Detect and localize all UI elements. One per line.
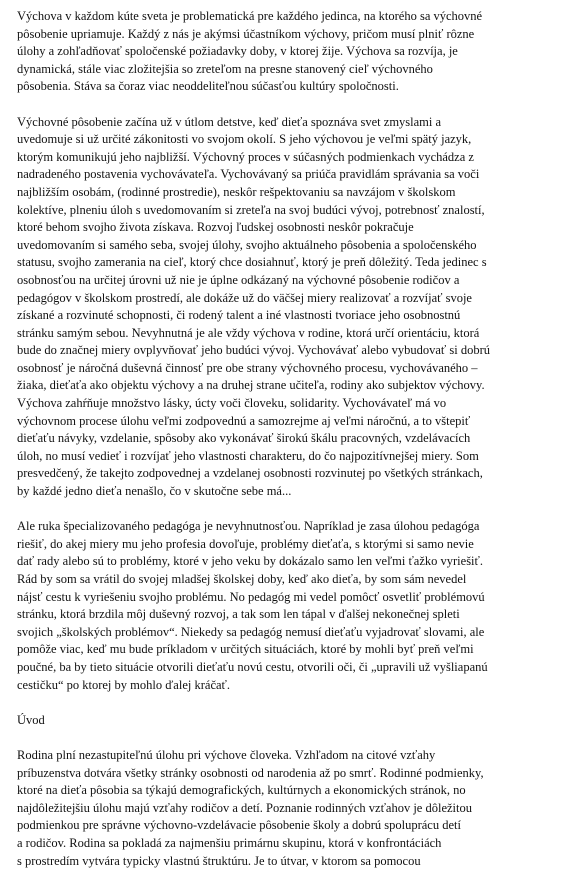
text-line: stránku, ktorá brzdila môj duševný rozvoj, a tak som len tápal v ďalšej nekonečnej spleti	[17, 606, 567, 624]
paragraph-gap	[17, 501, 567, 519]
text-line: dynamická, stále viac zložitejšia so zreteľom na presne stanovený cieľ výchovného	[17, 61, 567, 79]
text-line: a rodičov. Rodina sa pokladá za najmenšiu primárnu skupinu, ktorá v konfrontáciách	[17, 835, 567, 853]
text-line: pomôže viac, keď mu bude príkladom v určitých situáciách, ktoré by mohli byť preň veľmi	[17, 641, 567, 659]
text-line: osobnosť je náročná duševná činnosť pre obe strany výchovného procesu, vychovávaného –	[17, 360, 567, 378]
paragraph-3	[17, 518, 567, 694]
text-line: kolektíve, plneniu úloh s uvedomovaním si zreteľa na svoj budúci vývoj, potrebnosť znalostí,	[17, 202, 567, 220]
text-line: nadradeného postavenia vychovávateľa. Vychovávaný sa priúča pravidlám správania sa voči	[17, 166, 567, 184]
text-line: ktoré behom svojho života získava. Rozvoj ľudskej osobnosti neskôr pokračuje	[17, 219, 567, 237]
text-line: uvedomovaním si samého seba, svojej úlohy, svojho aktuálneho pôsobenia a spoločenského	[17, 237, 567, 255]
text-line: osobnosťou na určitej úrovni už nie je úplne odkázaný na výchovné pôsobenie rodičov a	[17, 272, 567, 290]
text-line: dať rady alebo sú to problémy, ktoré v jeho veku by dokázalo samo len veľmi ťažko vyriešiť.	[17, 553, 567, 571]
text-line: presvedčený, že takejto zodpovednej a vzdelanej osobnosti rozvinutej po všetkých stránkach,	[17, 465, 567, 483]
text-line: Rád by som sa vrátil do svojej mladšej školskej doby, keď ako dieťa, by som sám nevedel	[17, 571, 567, 589]
text-line: Výchovné pôsobenie začína už v útlom detstve, keď dieťa spoznáva svet zmyslami a	[17, 114, 567, 132]
paragraph-2	[17, 114, 567, 501]
section-heading: Úvod	[17, 712, 567, 730]
text-line: uvedomuje si už určité zákonitosti vo svojom okolí. S jeho výchovou je veľmi spätý jazyk,	[17, 131, 567, 149]
text-line: získané a rozvinuté schopnosti, či rodený talent a iné vlastnosti tvoriace jeho osobnostnú	[17, 307, 567, 325]
text-line: nájsť cestu k vyriešeniu svojho problému. No pedagóg mi vedel pomôcť osvetliť problémovú	[17, 589, 567, 607]
text-line: úloh, no musí vedieť i rozvíjať jeho vlastnosti charakteru, do čo najpozitívnejšej miery. Som	[17, 448, 567, 466]
text-line: pôsobenie upriamuje. Každý z nás je akýmsi účastníkom výchovy, pričom musí plniť rôzne	[17, 26, 567, 44]
text-line: cestičku“ po ktorej by mohlo ďalej kráčať.	[17, 677, 567, 695]
text-line: statusu, svojho zamerania na cieľ, ktorý chce dosiahnuť, ktorý je preň dôležitý. Teda jedinec s	[17, 254, 567, 272]
paragraph-gap	[17, 96, 567, 114]
text-line: poučné, ba by tieto situácie otvorili dieťaťu novú cestu, otvorili oči, či „upravili už vyšliapanú	[17, 659, 567, 677]
text-line: najbližším osobám, (rodinné prostredie), neskôr rešpektovaniu sa navzájom v školskom	[17, 184, 567, 202]
text-line: žiaka, dieťaťa ako objektu výchovy a na druhej strane učiteľa, rodiny ako subjektov výchovy.	[17, 377, 567, 395]
text-line: pedagógov v školskom prostredí, ale dokáže už do väčšej miery realizovať a rozvíjať svoje	[17, 290, 567, 308]
text-line: dieťaťu návyky, vzdelanie, spôsoby ako vykonávať širokú škálu pracovných, vzdelávacích	[17, 430, 567, 448]
paragraph-gap	[17, 694, 567, 712]
text-line: príbuzenstva dotvára všetky stránky osobnosti od narodenia až po smrť. Rodinné podmienky,	[17, 765, 567, 783]
text-line: Výchova zahŕňuje množstvo lásky, úcty voči človeku, solidarity. Vychovávateľ má vo	[17, 395, 567, 413]
text-line: stránku samým sebou. Nevyhnutná je ale vždy výchova v rodine, ktorá určí orientáciu, ktorá	[17, 325, 567, 343]
paragraph-gap	[17, 729, 567, 747]
text-line: podmienkou pre správne výchovno-vzdelávacie pôsobenie školy a dobrú spoluprácu detí	[17, 817, 567, 835]
text-line: s prostredím vytvára typicky vlastnú štruktúru. Je to útvar, v ktorom sa pomocou	[17, 853, 567, 870]
paragraph-1	[17, 8, 567, 96]
text-line: Rodina plní nezastupiteľnú úlohu pri výchove človeka. Vzhľadom na citové vzťahy	[17, 747, 567, 765]
text-line: úlohy a zohľadňovať spoločenské požiadavky doby, v ktorej žije. Výchova sa rozvíja, je	[17, 43, 567, 61]
text-line: najdôležitejšiu úlohu majú vzťahy rodičov a detí. Poznanie rodinných vzťahov je dôležitou	[17, 800, 567, 818]
text-line: ktorým komunikujú jeho najbližší. Výchovný proces v súčasných podmienkach vychádza z	[17, 149, 567, 167]
text-line: bude do značnej miery ovplyvňovať jeho budúci vývoj. Vychovávať alebo vybudovať si dobrú	[17, 342, 567, 360]
text-line: Výchova v každom kúte sveta je problematická pre každého jedinca, na ktorého sa výchovné	[17, 8, 567, 26]
text-line: pôsobenia. Stáva sa čoraz viac neoddeliteľnou súčasťou kultúry spoločnosti.	[17, 78, 567, 96]
text-line: by každé jedno dieťa nenašlo, čo v skutočne sebe má...	[17, 483, 567, 501]
paragraph-4	[17, 747, 567, 870]
text-line: výchovnom procese úlohu veľmi zodpovednú a samozrejme aj veľmi náročnú, a to vštepiť	[17, 413, 567, 431]
document-page	[17, 8, 567, 870]
text-line: riešiť, do akej miery mu jeho profesia dovoľuje, problémy dieťaťa, s ktorými si samo nevie	[17, 536, 567, 554]
text-line: svojich „školských problémov“. Niekedy sa pedagóg nemusí dieťaťu vyjadrovať slovami, ale	[17, 624, 567, 642]
text-line: ktoré na dieťa pôsobia sa týkajú demografických, kultúrnych a ekonomických stránok, no	[17, 782, 567, 800]
text-line: Ale ruka špecializovaného pedagóga je nevyhnutnosťou. Napríklad je zasa úlohou pedagóga	[17, 518, 567, 536]
